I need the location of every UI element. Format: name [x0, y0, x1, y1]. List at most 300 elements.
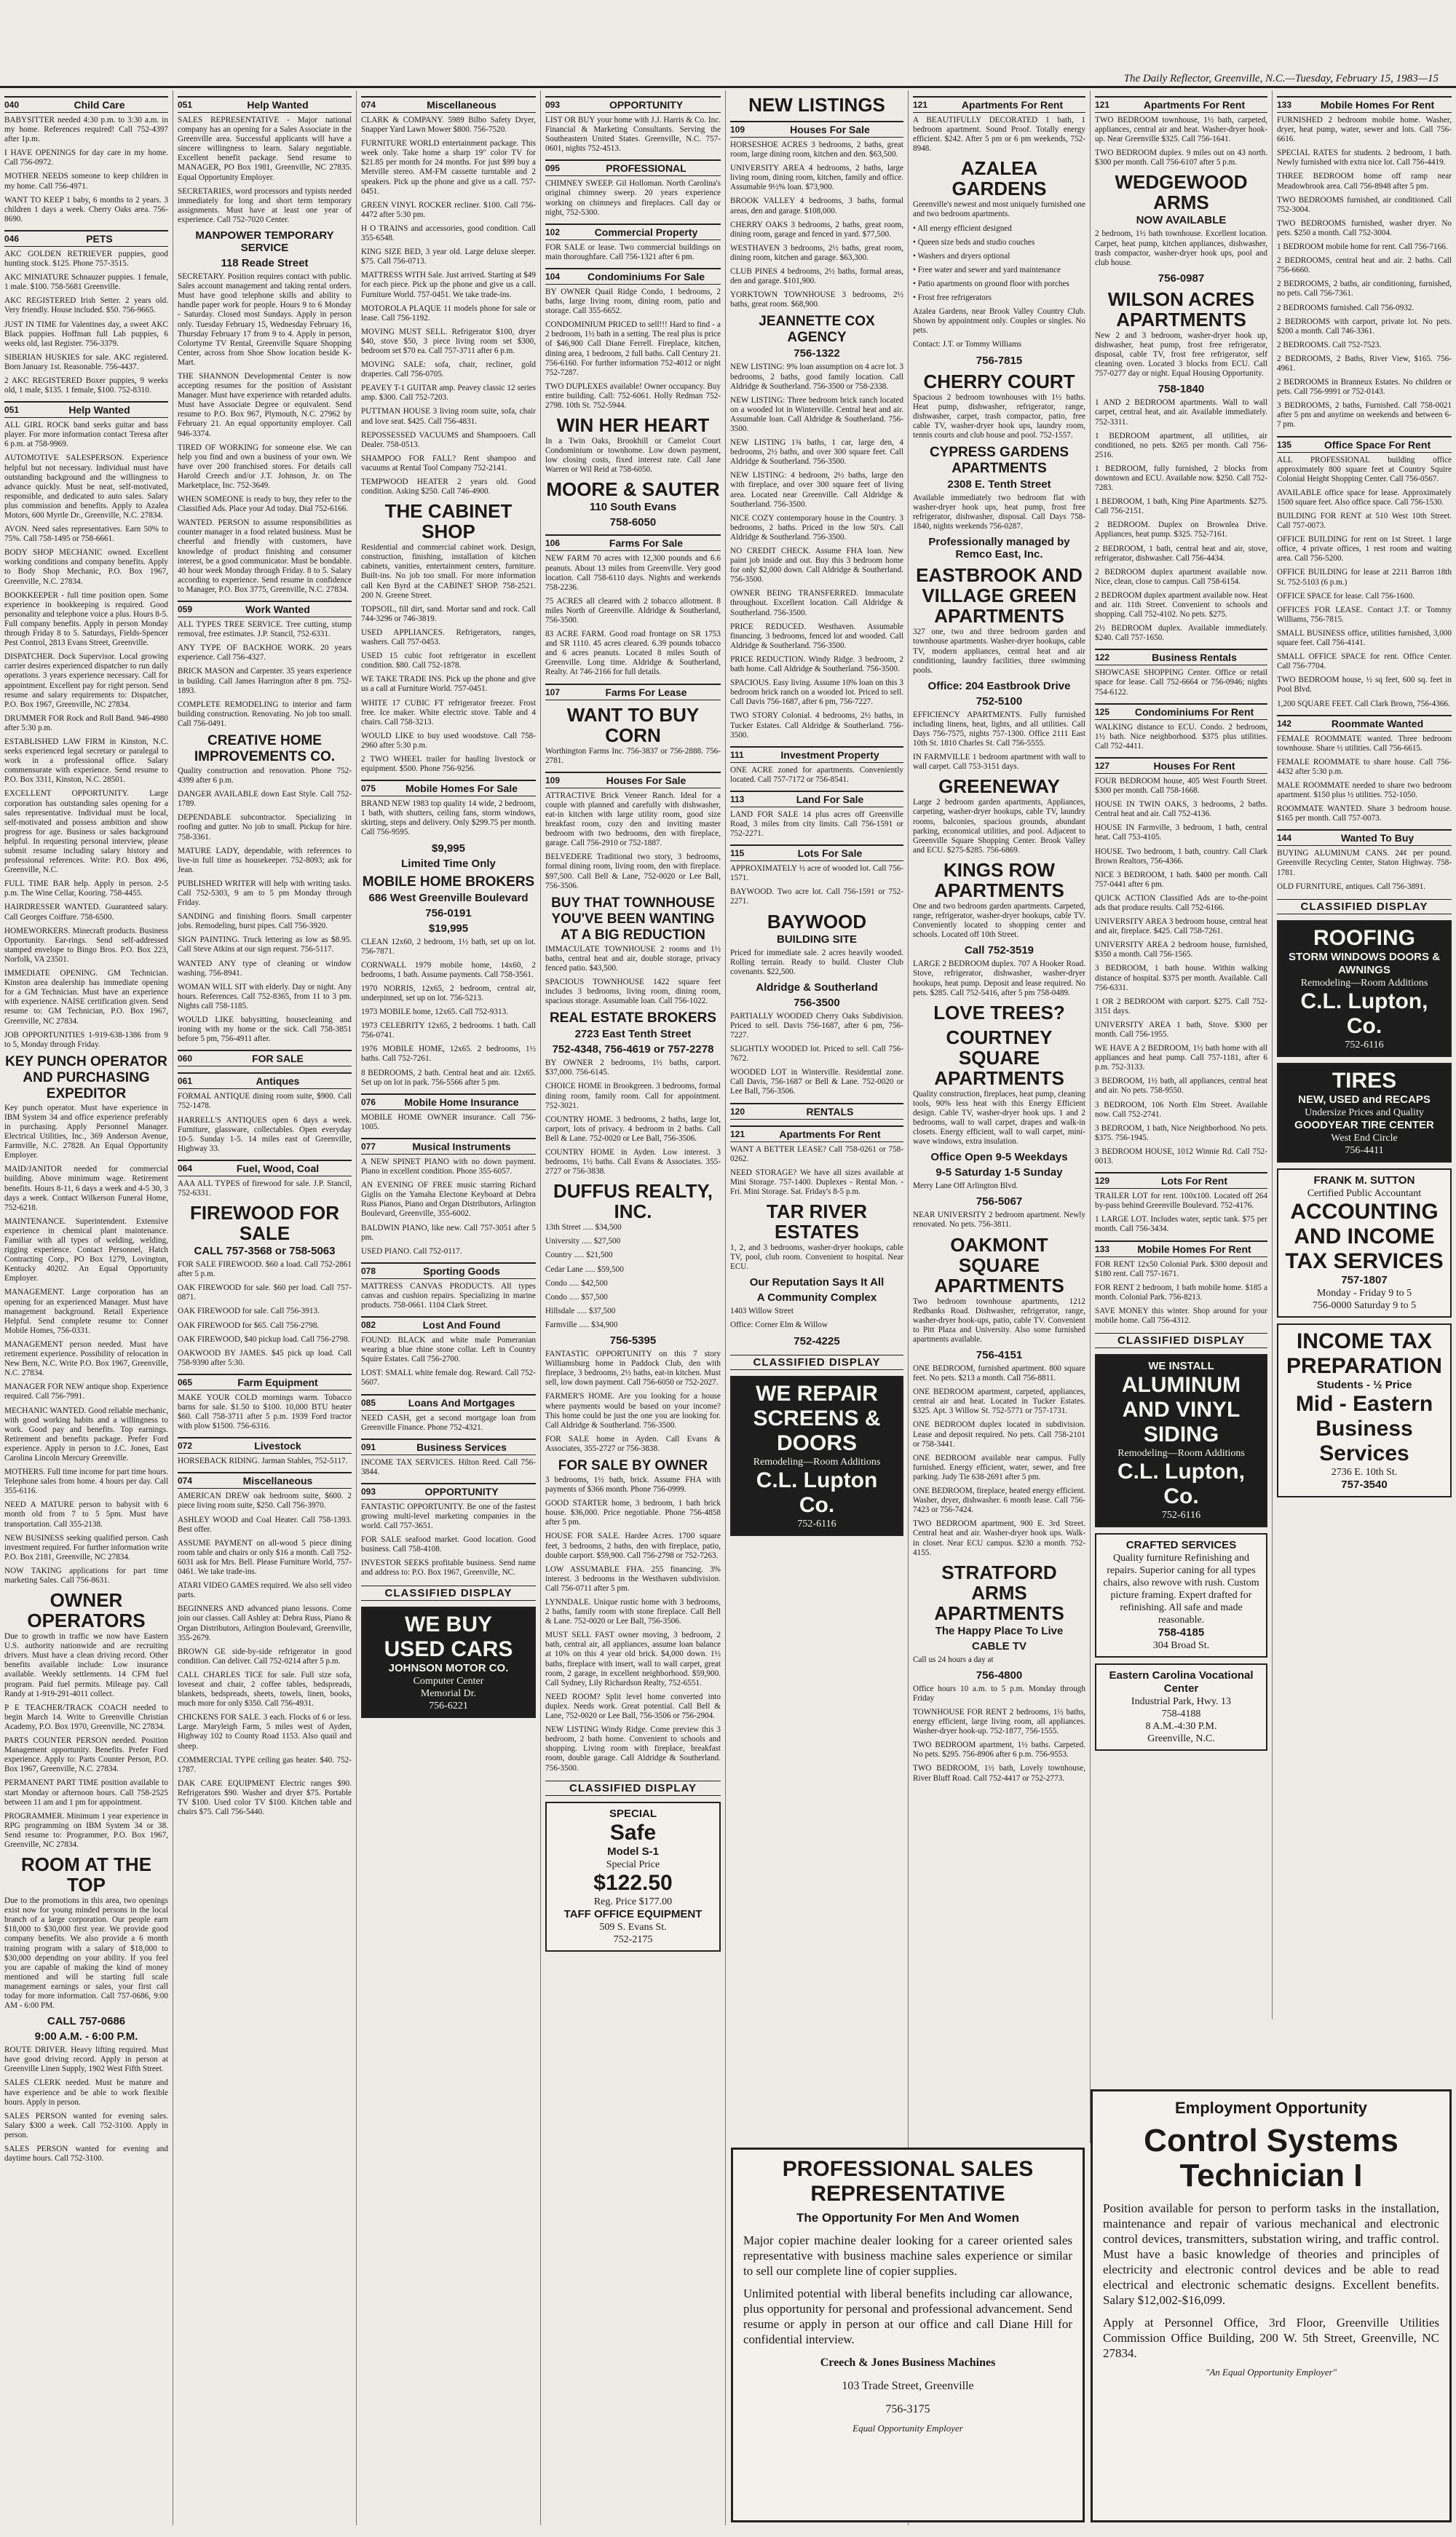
section-header — [178, 1050, 352, 1066]
display-box-line: 752-6116 — [1161, 1510, 1201, 1521]
classified-ad: SHOWCASE SHOPPING Center. Office or retail space for lease. Call 752-6664 or 756-0946; nights 754-6122. — [1095, 668, 1267, 697]
classified-ad: ESTABLISHED LAW FIRM in Kinston, N.C. seeks experienced legal secretary or paralegal to work in a professional office. Salary commensurate with experience. Send resume to P.O. Box 3311, Kinston, N.C. 28501. — [4, 737, 168, 785]
column-4 — [541, 90, 726, 2525]
classified-ad: 75 ACRES all cleared with 2 tobacco allotment. 8 miles North of Greenville. Aldridge & Southerland, 756-3500. — [545, 596, 721, 625]
display-ad-title: BUY THAT TOWNHOUSE YOU'VE BEEN WANTING AT A BIG REDUCTION — [551, 895, 715, 943]
classified-ad: FEMALE ROOMMATE wanted. Three bedroom townhouse. Share ½ utilities. Call 756-6615. — [1277, 734, 1452, 753]
control-systems-ad — [1091, 2089, 1452, 2522]
display-box-line: Safe — [609, 1820, 657, 1845]
classified-ad: KING SIZE BED, 3 year old. Large deluxe sleeper. $75. Call 756-0713. — [361, 248, 536, 266]
section-number: 046 — [4, 233, 20, 244]
display-box-line: Undersize Prices and Quality — [1305, 1107, 1424, 1118]
classified-ad: Due to the promotions in this area, two openings exist now for young minded persons in the local branch of a large corporation. Our people earn $18,000 to $30,000 first year. We provide good company benefits. We also provide a 6 month training program with a salary of $18,000 to $30,000 depending on your ability. If you feel you are capable of making the kind of money mentioned and will be starting full scale management earnings or sales, your first call today for more information. Call 757-0686, 9:00 AM - 6:00 PM. — [4, 1896, 168, 2011]
classified-ad: Condo ..... $42,500 — [545, 1278, 608, 1288]
display-ad-subtitle: 9-5 Saturday 1-5 Sunday — [935, 1166, 1063, 1179]
section-header — [730, 791, 903, 807]
classified-ad: NEW BUSINESS seeking qualified person. Cash investment required. For further information write P.O. Box 2181, Greenville, NC 27834. — [4, 1533, 168, 1562]
classified-ad: PERMANENT PART TIME position available to start Monday or afternoon hours. Call 758-2525 between 11 am and 1 pm for appointment. — [4, 1778, 168, 1807]
section-number: 144 — [1277, 833, 1292, 844]
classified-ad: TWO BEDROOMS furnished, washer dryer. No pets. $250 a month. Call 752-3004. — [1277, 218, 1452, 237]
classified-ad: Call us 24 hours a day at — [913, 1655, 994, 1664]
classified-ad: QUICK ACTION Classified Ads are to-the-point ads that produce results. Call 752-6166. — [1095, 893, 1267, 912]
section-title: Child Care — [74, 99, 125, 111]
classified-ad: CORNWALL 1979 mobile home, 14x60, 2 bedrooms, 1 bath. Assume payments. Call 758-3561. — [361, 960, 536, 979]
display-box-line: SCREENS & DOORS — [753, 1406, 881, 1455]
classified-ad: NO CREDIT CHECK. Assume FHA loan. New paint job inside and out. Buy this 3 bedroom home for only $2,000 down. Call Aldridge & Southerland. 756-3500. — [730, 547, 903, 585]
section-number: 077 — [361, 1141, 376, 1152]
section-header — [4, 96, 168, 113]
section-number: 093 — [361, 1486, 376, 1497]
classified-ad: NEED A MATURE person to babysit with 6 month old from 7 to 5 5pm. Must have transportation. Call 355-2138. — [4, 1500, 168, 1529]
classified-ad: ANY TYPE OF BACKHOE WORK. 20 years experience. Call 756-4327. — [178, 644, 352, 662]
display-ad-subtitle: 756-4800 — [976, 1669, 1023, 1682]
classified-ad: UNIVERSITY AREA 2 bedroom house, furnished, $350 a month. Call 756-1565. — [1095, 941, 1267, 959]
section-header — [1277, 436, 1452, 453]
classified-ad: 3 BEDROOM, 1½ bath, all appliances, central heat and air. No pets. 758-9550. — [1095, 1077, 1267, 1096]
classified-ad: 2 BEDROOM duplex apartment available now. Nice, clean, close to campus. Call 758-6154. — [1095, 567, 1267, 586]
classified-ad: WANTED ANY type of cleaning or window washing. 756-8941. — [178, 959, 352, 978]
classified-ad: ONE BEDROOM, fireplace, heated energy efficient. Washer, dryer, dishwasher. 6 month lease. Call 756-7423 or 756-7424. — [913, 1487, 1085, 1515]
section-header — [178, 1437, 352, 1454]
display-ad-subtitle: CALL 757-3568 or 758-5063 — [194, 1245, 336, 1258]
classified-ad: 3 BEDROOM, 106 North Elm Street. Available now. Call 752-2741. — [1095, 1100, 1267, 1119]
display-ad-subtitle: Office: 204 Eastbrook Drive — [927, 679, 1071, 692]
classified-ad: DANGER AVAILABLE down East Style. Call 752-1789. — [178, 790, 352, 809]
classified-ad: 83 ACRE FARM. Good road frontage on SR 1753 and SR 1110. 45 acres cleared. 6.39 pounds tobacco and 6 acres peanuts. Located 8 miles South of Greenville. Long time. Aldridge & Southerland, Realty. At 746-2166 for full details. — [545, 630, 721, 677]
display-box-line: WE REPAIR — [756, 1381, 878, 1406]
classified-ad: THE SHANNON Developmental Center is now accepting resumes for the position of Assistant Manager. Must have experience with retarded adults. Must have Associate Degree or equivalent. Send resume to P.O. Box 967, Plymouth, N.C. 27962 by February 21. An equal opportunity employer. Call 946-3374. — [178, 371, 352, 438]
classified-ad: 327 one, two and three bedroom garden and townhouse apartments. Washer-dryer hookups, cable TV, modern appliances, central heat and air conditioning, laundry facilities, three swimming pools. — [913, 628, 1085, 675]
classified-display-label: CLASSIFIED DISPLAY — [730, 1355, 903, 1370]
section-header — [178, 1160, 352, 1176]
classified-ad: NEED ROOM? Split level home converted into duplex. Needs work. Great potential. Call Bell & Lane, 752-0020 or Lee Ball, 756-3506 or 756-2904. — [545, 1692, 721, 1721]
classified-ad: SECRETARIES, word processors and typists needed immediately for long and short term temporary assignments. Must have at least one year of experience. Call 752-7020 Center. — [178, 186, 352, 224]
classified-ad: WE HAVE A 2 BEDROOM, 1½ bath home with all appliances and heat pump. Call 757-1181, after 6 p.m. 752-3133. — [1095, 1044, 1267, 1072]
classified-ad: 3 BEDROOM HOUSE, 1012 Winnie Rd. Call 752-0013. — [1095, 1147, 1267, 1166]
classified-ad: PARTIALLY WOODED Cherry Oaks Subdivision. Priced to sell. Davis 756-1687, after 6 pm, 756-7227. — [730, 1011, 903, 1040]
display-ad-subtitle: 758-6050 — [609, 516, 657, 529]
classified-ad: MECHANIC WANTED. Good reliable mechanic, with good working habits and a willingness to work. Good pay and benefits. Top earnings. Retirement and benefits package. Prefer Ford experience. Apply in person to J.C. Jones, East Carolina Lincoln Mercury Greenville. — [4, 1406, 168, 1463]
display-ad-subtitle: NOW AVAILABLE — [1136, 214, 1227, 227]
display-ad-title: WEDGEWOOD ARMS — [1115, 171, 1248, 214]
classified-ad: Large 2 bedroom garden apartments, Appliances, carpeting, washer-dryer hookups, cable TV, laundry rooms, balconies, spacious grounds, abundant parking, economical utilities, and pool. Adjacent to Greenville Square Shopping Center. Brook Valley and ECU. $275-$285. 756-6869. — [913, 798, 1085, 855]
display-box-line: TIRES — [1332, 1068, 1397, 1093]
section-header — [1095, 96, 1267, 113]
section-title: Commercial Property — [594, 226, 698, 238]
display-ad-title: CREATIVE HOME IMPROVEMENTS CO. — [194, 732, 336, 764]
classified-ad: 1976 MOBILE HOME, 12x65. 2 bedrooms, 1½ baths. Call 752-7261. — [361, 1045, 536, 1064]
classified-ad: UNIVERSITY AREA 1 bath, Stove. $300 per month. Call 756-1955. — [1095, 1020, 1267, 1039]
classified-ad: 1 LARGE LOT. Includes water, septic tank. $75 per month. Call 756-3434. — [1095, 1215, 1267, 1234]
classified-ad: A BEAUTIFULLY DECORATED 1 bath, 1 bedroom apartment. Sound Proof. Totally energy efficient. $242. After 5 pm or 6 pm weekends, 752-8948. — [913, 116, 1085, 154]
display-box-line: Remodeling—Room Additions — [753, 1456, 881, 1468]
display-ad-title: LOVE TREES? — [933, 1001, 1065, 1024]
section-header — [545, 534, 721, 551]
display-ad-subtitle: A Community Complex — [756, 1291, 877, 1305]
classified-ad: ONE ACRE zoned for apartments. Conveniently located. Call 757-7172 or 756-8541. — [730, 765, 903, 784]
classified-ad: PARTS COUNTER PERSON needed. Position Management opportunity. Benefits. Prefer Ford experience. Apply to: Parts Counter Person, P.O. Box 1967, Greenville, N.C. 27834. — [4, 1736, 168, 1774]
classified-ad: FOR RENT 12x50 Colonial Park. $300 deposit and $180 rent. Call 757-1671. — [1095, 1259, 1267, 1278]
section-header — [1095, 1240, 1267, 1257]
section-number: 061 — [178, 1076, 193, 1087]
professional-sales-company: Creech & Jones Business Machines — [820, 2356, 996, 2369]
section-header — [1277, 829, 1452, 846]
section-number: 122 — [1095, 652, 1110, 663]
classified-ad: MOBILE HOME OWNER insurance. Call 756-1005. — [361, 1112, 536, 1131]
classified-ad: 1970 NORRIS, 12x65, 2 bedroom, central air, underpinned, set up on lot. 756-5213. — [361, 983, 536, 1002]
classified-ad: 2½ BEDROOM duplex. Available immediately. $240. Call 757-1650. — [1095, 624, 1267, 643]
display-box-line: TAFF OFFICE EQUIPMENT — [563, 1907, 703, 1920]
classified-ad: 2 BEDROOMS. Call 752-7523. — [1277, 340, 1382, 349]
section-title: Livestock — [254, 1440, 301, 1452]
classified-ad: Residential and commercial cabinet work. Design, construction, finishing, installation of kitchen cabinets, vanities, entertainment centers, furniture. Built-ins. No job too small. For more information call Ken Byrd at the CABINET SHOP. 758-2521. 200 N. Greene Street. — [361, 543, 536, 600]
classified-ad: 2 bedroom, 1½ bath townhouse. Excellent location. Carpet, heat pump, kitchen appliances, dishwasher, trash compactor, washer-dryer hook ups, pool and club house. — [1095, 229, 1267, 267]
classified-ad: MOTOROLA PLAQUE 11 models phone for sale or lease. Call 756-1192. — [361, 304, 536, 322]
classified-ad: OWNER BEING TRANSFERRED. Immaculate throughout. Excellent location. Call Aldridge & Southerland. 756-3500. — [730, 589, 903, 617]
section-title: Office Space For Rent — [1324, 438, 1431, 451]
classified-ad: TRAILER LOT for rent. 100x100. Located off 264 by-pass behind Greenville Boulevard. 752-4176. — [1095, 1192, 1267, 1211]
display-box-line: INCOME TAX PREPARATION — [1286, 1329, 1442, 1378]
classified-ad: MAINTENANCE. Superintendent. Extensive experience in chemical plant maintenance. Familiar with all types of welding, welding, rigging experience. Contact Personnel, Hatch Contracting Corp., PO Box 1279, Lovington, Kentucky 40202. An Equal Opportunity Employer. — [4, 1216, 168, 1283]
classified-ad: YORKTOWN TOWNHOUSE 3 bedrooms, 2½ baths, great room. $68,900. — [730, 290, 903, 309]
screens-doors-ad — [730, 1376, 903, 1536]
classified-ad: HOUSE FOR SALE. Hardee Acres. 1700 square feet, 3 bedrooms, 2 baths, den with fireplace, patio, double carport. $59,900. Call 756-2798 or 752-7263. — [545, 1532, 721, 1560]
section-number: 111 — [730, 749, 744, 760]
classified-ad: FANTASTIC OPPORTUNITY on this 7 story Williamsburg home in Paddock Club, den with fireplace, 3 bedrooms, 2½ baths, eat-in kitchen. Must sell, low down payment. Call 756-6050 or 752-2027. — [545, 1350, 721, 1388]
section-number: 135 — [1277, 439, 1292, 450]
classified-ad: CONDOMINIUM PRICED to sell!!! Hard to find - a 2 bedroom, 1½ bath in a setting. The real plus is price of $46,900 Call Diane Ferrell. Fireplace, kitchen, dining area, 1 bedroom, 2 full baths. Call Century 21. 756-6160. For further information 752-4012 or night 752-7287. — [545, 320, 721, 377]
section-number: 120 — [730, 1106, 745, 1117]
classified-ad: FULL TIME BAR help. Apply in person. 2-5 p.m. The Wine Cellar, Kooring. 758-4455. — [4, 879, 168, 898]
section-number: 065 — [178, 1377, 193, 1388]
classified-ad: 1 BEDROOM apartment, all utilities, air conditioned, no pets. $265 per month. Call 756-2516. — [1095, 431, 1267, 459]
classified-ad: In a Twin Oaks, Brookhill or Camelot Court Condominium or townhome. Low down payment, low closing costs, fixed interest rate. Call Jane Warren or Wil Reid at 758-6050. — [545, 437, 721, 475]
classified-ad: AVAILABLE office space for lease. Approximately 1500 square feet. Also office space. Call 756-1530. — [1277, 488, 1452, 507]
section-number: 107 — [545, 686, 561, 697]
section-header — [545, 684, 721, 700]
display-ad-subtitle: 756-1322 — [794, 347, 840, 360]
classified-ad: Hillsdale ..... $37,500 — [545, 1306, 616, 1315]
classified-ad: University ..... $27,500 — [545, 1237, 621, 1246]
classified-ad: MANAGEMENT person needed. Must have retirement experience. Possibility of relocation in New Bern, N.C. Write P.O. Box 1967, Greenville, N.C. 27834. — [4, 1339, 168, 1378]
section-number: 074 — [178, 1476, 193, 1487]
section-title: Condominiums For Sale — [587, 270, 705, 282]
display-ad-subtitle: 686 West Greenville Boulevard — [368, 891, 529, 904]
classified-ad: OAK FIREWOOD, $40 pickup load. Call 756-2798. — [178, 1334, 350, 1344]
classified-ad: GOOD STARTER home, 3 bedroom, 1 bath brick house. $36,000. Price negotiable. Phone 756-4858 after 5 pm. — [545, 1499, 721, 1527]
classified-ad: 3 BEDROOM, 1 bath, Nice Neighborhood. No pets. $375. 756-1945. — [1095, 1123, 1267, 1142]
section-title: Loans And Mortgages — [408, 1396, 515, 1409]
classified-ad: BABYSITTER needed 4:30 p.m. to 3:30 a.m. in my home. References required! Call 752-4397 after 1p.m. — [4, 116, 168, 144]
classified-ad: USED 15 cubic foot refrigerator in excellent condition. $80. Call 752-1878. — [361, 652, 536, 670]
classified-ad: BAYWOOD. Two acre lot. Call 756-1591 or 752-2271. — [730, 887, 903, 906]
section-header — [545, 268, 721, 285]
classified-ad: WE TAKE TRADE INS. Pick up the phone and give us a call at Furniture World. 757-0451. — [361, 675, 536, 694]
display-box-line: C.L. Lupton Co. — [756, 1468, 878, 1517]
section-title: Business Services — [416, 1441, 507, 1453]
classified-ad: HAIRDRESSER WANTED. Guaranteed salary. Call Georges Coiffure. 758-6500. — [4, 903, 168, 922]
section-header — [361, 1138, 536, 1155]
classified-ad: SLIGHTLY WOODED lot. Priced to sell. Call 756-7672. — [730, 1045, 903, 1064]
display-ad-subtitle: Aldridge & Southerland — [756, 981, 878, 994]
classified-ad: TOWNHOUSE FOR RENT 2 bedrooms, 1½ baths, energy efficient, large living room, all appliances. Washer-dryer hook-up. 752-1877, 756-1555. — [913, 1707, 1085, 1736]
section-title: OPPORTUNITY — [424, 1485, 499, 1497]
classified-ad: BROOK VALLEY 4 bedrooms, 3 baths, formal areas, den and garage. $108,000. — [730, 197, 903, 215]
section-number: 121 — [730, 1128, 745, 1139]
classified-ad: • Free water and sewer and yard maintenance — [913, 265, 1061, 274]
display-box-line: 752-6116 — [1345, 1039, 1384, 1050]
control-kicker: Employment Opportunity — [1175, 2099, 1367, 2117]
display-box-line: Eastern Carolina Vocational Center — [1109, 1669, 1254, 1695]
section-title: Mobile Homes For Sale — [405, 783, 518, 795]
classified-ad: COMMERCIAL TYPE ceiling gas heater. $40. 752-1787. — [178, 1755, 352, 1774]
section-title: Apartments For Rent — [1143, 99, 1246, 111]
classified-ad: AMERICAN DREW oak bedroom suite, $600. 2 piece living room suite, $250. Call 756-3970. — [178, 1492, 352, 1511]
classified-ad: AKC REGISTERED Irish Setter. 2 years old. Very friendly. House included. $50. 756-9665. — [4, 296, 168, 315]
classified-ad: • Frost free refrigerators — [913, 293, 992, 303]
display-ad-subtitle: $19,995 — [428, 922, 469, 935]
section-number: 051 — [4, 405, 20, 416]
classified-ad: ATTRACTIVE Brick Veneer Ranch. Ideal for a couple with planned and carefully with dishwasher, eat-in kitchen with large utility room, good size breakfast room, cozy den and inviting master bedroom with two bedrooms, den with fireplace, garage. Call 756-2910 or 752-1887. — [545, 791, 721, 848]
classified-ad: PRICE REDUCED. Westhaven. Assumable financing. 3 bedrooms, fenced lot and wooded. Call Aldridge & Southerland. 756-3500. — [730, 622, 903, 650]
professional-sales-sub: The Opportunity For Men And Women — [796, 2211, 1019, 2225]
display-ad-title: NEW LISTINGS — [748, 94, 885, 116]
professional-sales-ad — [731, 2148, 1085, 2522]
classified-ad: 1973 CELEBRITY 12x65, 2 bedrooms. 1 bath. Call 756-0741. — [361, 1021, 536, 1040]
display-box-line: 757-1807 — [1341, 1273, 1388, 1286]
classified-ad: DISPATCHER. Dock Supervisor. Local growing carrier desires experienced dispatcher to run daily operations. 3 years experience necessary. Call for appointment. Excellent pay for right person. Send resume and salary requirements to: Dispatcher, P.O. Box 1967, Greenville, NC 27834. — [4, 652, 168, 709]
classified-ad: THREE BEDROOM home off ramp near Meadowbrook area. Call 756-8948 after 5 pm. — [1277, 172, 1452, 191]
column-3 — [357, 90, 541, 2525]
classified-ad: HOUSE. Two bedroom, 1 bath, country. Call Clark Brown Realtors, 756-4366. — [1095, 847, 1267, 866]
classified-ad: AKC MINIATURE Schnauzer puppies. 1 female, 1 male. $100. 758-5681 Greenville. — [4, 273, 168, 292]
section-header — [1095, 757, 1267, 774]
classified-ad: OAK FIREWOOD for sale. Call 756-3913. — [178, 1307, 320, 1316]
classified-ad: ONE BEDROOM, furnished apartment. 800 square feet. No pets. $213 a month. Call 756-8811. — [913, 1364, 1085, 1383]
classified-ad: JUST IN TIME for Valentines day, a sweet AKC Black puppies. Hoffman full Lab puppies, 6 weeks old, last Register. 756-3379. — [4, 320, 168, 348]
section-title: Farms For Sale — [609, 537, 684, 550]
classified-ad: LOST: SMALL white female dog. Reward. Call 752-5607. — [361, 1369, 536, 1388]
classified-ad: ROOMMATE WANTED. Share 3 bedroom house. $165 per month. Call 757-0073. — [1277, 804, 1452, 823]
classified-ad: ALL PROFESSIONAL building office approximately 800 square feet at Country Squire Colonial Height Shopping Center. Call 756-0567. — [1277, 455, 1452, 483]
section-number: 082 — [361, 1320, 376, 1331]
aluminum-siding-ad — [1095, 1354, 1267, 1527]
section-header — [730, 1103, 903, 1120]
classified-ad: LOW ASSUMABLE FHA. 255 financing. 3% interest. 3 bedrooms in the Westhaven subdivision. Call 756-0711 after 5 pm. — [545, 1564, 721, 1593]
display-ad-title: FIREWOOD FOR SALE — [189, 1202, 340, 1245]
section-title: Roommate Wanted — [1331, 717, 1424, 729]
classified-ad: HOUSE IN Farmville, 3 bedroom, 1 bath, central heat. Call 753-4105. — [1095, 823, 1267, 842]
classified-ad: MALE ROOMMATE needed to share two bedroom apartment. $150 plus ½ utilities. 752-1050. — [1277, 780, 1452, 800]
classified-ad: MANAGER FOR NEW antique shop. Experience required. Call 756-7991. — [4, 1382, 168, 1401]
classified-ad: MAID/JANITOR needed for commercial building. Above minimum wage. Retirement benefits. Hours 8-11, 6 days a week and 4-5 30, 3 days a week. Contact Wilkerson Funeral Home, 752-6218. — [4, 1165, 168, 1212]
classified-ad: FOR RENT 2 bedroom, 1 bath mobile home. $185 a month. Colonial Park. 756-8213. — [1095, 1283, 1267, 1302]
display-ad-title: OAKMONT SQUARE APARTMENTS — [934, 1233, 1064, 1297]
display-box-line: 2736 E. 10th St. — [1331, 1466, 1398, 1478]
display-ad-subtitle: 752-4225 — [794, 1334, 840, 1347]
classified-ad: AN EVENING OF FREE music starring Richard Giglis on the Yamaha Electone Keyboard at Debra Russ Pianos, Piano and Organ Distributors, Arlington Boulevard, Greenville, 355-6002. — [361, 1181, 536, 1219]
display-box-line: 304 Broad St. — [1152, 1640, 1210, 1652]
section-number: 091 — [361, 1441, 376, 1452]
classified-ad: AKC GOLDEN RETRIEVER puppies, good hunting stock. $125. Phone 757-3515. — [4, 249, 168, 269]
professional-sales-eoe: Equal Opportunity Employer — [852, 2423, 963, 2434]
display-box-line: 752-6116 — [797, 1518, 836, 1529]
classified-ad: BROWN GE side-by-side refrigerator in good condition. Can deliver. Call 752-0214 after 5 p.m. — [178, 1647, 352, 1666]
classified-ad: WANT TO KEEP 1 baby, 6 months to 2 years. 3 children 1 days a week. Cherry Oaks area. 756-8690. — [4, 195, 168, 223]
classified-ad: TIRED OF WORKING for someone else. We can help you find and own a business of your own. We have over 200 franchised stores. For details call Harold Creech and/or J.T. Johnson, Jr. on The Marketplace, Inc. 752-3649. — [178, 443, 352, 490]
classified-ad: SAVE MONEY this winter. Shop around for your mobile home. Call 756-4312. — [1095, 1306, 1267, 1325]
classified-ad: FOR SALE FIREWOOD. $60 a load. Call 752-2861 after 5 p.m. — [178, 1260, 352, 1279]
classified-ad: OAK FIREWOOD for sale. $60 per load. Call 757-0871. — [178, 1283, 352, 1302]
section-number: 113 — [730, 793, 745, 804]
classified-ad: 2 BEDROOMS, 2 Baths, River View, $165. 756-4961. — [1277, 354, 1452, 373]
display-ad-subtitle: The Happy Place To Live — [935, 1624, 1064, 1637]
section-title: Work Wanted — [245, 603, 310, 616]
display-ad-subtitle: 752-5100 — [976, 694, 1023, 708]
display-ad-subtitle: Call 752-3519 — [964, 944, 1034, 957]
display-ad-subtitle: Professionally managed by Remco East, Inc. — [928, 536, 1070, 561]
classified-ad: TWO BEDROOM apartment, 900 E. 3rd Street. Central heat and air. Washer-dryer hook ups. Walk-in closet. Near ECU campus. $230 a month. 752-4155. — [913, 1519, 1085, 1557]
section-title: Miscellaneous — [242, 1475, 313, 1487]
classified-ad: 2 AKC REGISTERED Boxer puppies, 9 weeks old, 1 male, $135. 1 female, $100. 752-8310. — [4, 376, 168, 395]
section-title: Wanted To Buy — [1340, 832, 1415, 844]
classified-ad: NEW LISTING 1¾ baths, 1 car, large den, 4 bedrooms, 2½ baths, and over 300 square feet. Call Aldridge & Southerland. 756-3500. — [730, 438, 903, 467]
classified-ad: TWO BEDROOM duplex. 9 miles out on 43 north. $300 per month. Call 756-6107 after 5 p.m. — [1095, 149, 1267, 167]
section-number: 064 — [178, 1163, 193, 1173]
page-line: The Daily Reflector, Greenville, N.C.—Tuesday, February 15, 1983—15 — [1123, 73, 1439, 84]
classified-ad: INVESTOR SEEKS profitable business. Send name and address to: P.O. Box 1967, Greenville, NC. — [361, 1559, 536, 1578]
classified-ad: ONE BEDROOM duplex located in subdivision. Lease and deposit required. No pets. Call 758-2101 or 758-3441. — [913, 1420, 1085, 1449]
classified-ad: FEMALE ROOMMATE to share house. Call 756-4432 after 5:30 p.m. — [1277, 757, 1452, 776]
classified-ad: Key punch operator. Must have experience in IBM System 34 and office experience preferably in purchasing. Apply Personnel Manager. Electrical Utilities, Inc., 369 Anderson Avenue, Farmville, N.C. 27828. An Equal Opportunity Employer. — [4, 1103, 168, 1160]
section-number: 121 — [1095, 100, 1110, 110]
display-ad-title: KEY PUNCH OPERATOR AND PURCHASING EXPEDITOR — [5, 1053, 167, 1101]
section-title: Musical Instruments — [412, 1140, 511, 1152]
control-title-1: Control Systems — [1144, 2123, 1398, 2158]
classified-ad: TWO BEDROOM townhouse, 1½ bath, carpeted, appliances, central air and heat. Washer-dryer hook-up. Near Greenville $325. Call 756-1641. — [1095, 116, 1267, 144]
display-ad-subtitle: 756-5395 — [609, 1334, 657, 1347]
classified-ad: 1, 2, and 3 bedrooms, washer-dryer hookups, cable TV, pool, club room. Convenient to hospital. Near ECU. — [730, 1243, 903, 1272]
section-title: Mobile Homes For Rent — [1137, 1243, 1251, 1255]
classified-ad: SMALL BUSINESS office, utilities furnished, 3,000 square feet. Call 756-4141. — [1277, 628, 1452, 648]
section-header — [545, 772, 721, 788]
section-title: Apartments For Rent — [961, 99, 1064, 111]
display-box-line: CRAFTED SERVICES — [1125, 1539, 1237, 1552]
classified-ad: MOVING MUST SELL. Refrigerator $100, dryer $40, stove $50, 3 piece living room set $300, bedroom set $70 ea. Call 757-3711 after 6 p.m. — [361, 327, 536, 355]
classified-ad: OFFICE BUILDING for rent on 1st Street. 1 large office, 4 private offices, 1 rest room and waiting area. Call 756-5200. — [1277, 535, 1452, 563]
frank-sutton-ad — [1277, 1168, 1452, 1318]
display-ad-title: JEANNETTE COX AGENCY — [759, 314, 875, 346]
section-number: 075 — [361, 783, 376, 794]
income-tax-ad — [1277, 1323, 1452, 1497]
classified-ad: BUYING ALUMINUM CANS. 24¢ per pound. Greenville Recycling Center, Staton Highway. 758-1781. — [1277, 849, 1452, 877]
section-number: 104 — [545, 271, 561, 282]
section-title: Help Wanted — [68, 404, 130, 416]
classified-ad: FANTASTIC OPPORTUNITY. Be one of the fastest growing multi-level marketing companies in the world. Call 757-3651. — [361, 1502, 536, 1531]
classified-ad: BALDWIN PIANO, like new. Call 757-3051 after 5 pm. — [361, 1223, 536, 1242]
classified-ad: TWO BEDROOM, 1½ bath, Lovely townhouse, River Bluff Road. Call 752-4417 or 752-2773. — [913, 1764, 1085, 1783]
section-number: 106 — [545, 538, 561, 549]
section-header — [361, 96, 536, 113]
section-number: 095 — [545, 163, 561, 174]
classified-ad: LARGE 2 BEDROOM duplex. 707 A Hooker Road. Stove, refrigerator, dishwasher, washer-dryer hookups, heat pump. Deposit and lease required. No pets. $285. Call 752-5416, after 5 pm 758-0489. — [913, 959, 1085, 997]
display-box-line: Model S-1 — [607, 1845, 659, 1858]
classified-ad: 2 BEDROOMS, 2 baths, air conditioning, furnished, no pets. Call 756-7361. — [1277, 280, 1452, 298]
classified-ad: ALL TYPES TREE SERVICE. Tree cutting, stump removal, free estimates. J.P. Stancil, 752-6331. — [178, 620, 352, 639]
classified-ad: PRICE REDUCTION. Windy Ridge. 3 bedroom, 2 bath home. Call Aldridge & Southerland. 756-3500. — [730, 654, 903, 674]
classified-ad: 1 AND 2 BEDROOM apartments. Wall to wall carpet, central heat, and air. Available immediately. 752-3311. — [1095, 398, 1267, 427]
display-box-line: Industrial Park, Hwy. 13 — [1131, 1696, 1232, 1708]
section-title: PETS — [86, 232, 113, 245]
classified-ad: OLD FURNITURE, antiques. Call 756-3891. — [1277, 882, 1426, 891]
section-title: Apartments For Rent — [779, 1128, 881, 1140]
display-ad-subtitle: Office Open 9-5 Weekdays — [930, 1151, 1068, 1164]
display-ad-title: DUFFUS REALTY, INC. — [553, 1180, 713, 1223]
display-ad-subtitle: BUILDING SITE — [776, 933, 857, 946]
display-ad-title: WIN HER HEART — [556, 414, 710, 437]
classified-ad: 1 BEDROOM, fully furnished, 2 blocks from downtown and ECU. Available now. $250. Call 752-7283. — [1095, 464, 1267, 493]
display-box-line: Quality furniture Refinishing and repairs. Superior caning for all types chairs, also rewove with rush. Custom picture framing. Expert drafted for refinishing. All safe and made reasonable. — [1103, 1553, 1259, 1626]
display-ad-title: ROOM AT THE TOP — [20, 1853, 152, 1896]
section-number: 142 — [1277, 718, 1292, 729]
display-box-line: Remodeling—Room Additions — [1117, 1448, 1245, 1460]
display-box-line: STORM WINDOWS DOORS & AWNINGS — [1288, 950, 1441, 976]
classified-ad: FOUR BEDROOM house, 405 West Fourth Street. $300 per month. Call 758-1668. — [1095, 776, 1267, 796]
classified-ad: FARMER'S HOME. Are you looking for a house where payments would be based on your income? This home could be just the one you are looking for. Call Aldridge & Southerland. 756-3500. — [545, 1392, 721, 1430]
section-title: Fuel, Wood, Coal — [236, 1162, 320, 1174]
display-box-line: USED CARS — [384, 1636, 513, 1661]
display-box-line: 758-4185 — [1158, 1626, 1205, 1639]
section-number: 059 — [178, 604, 193, 615]
classified-ad: 1 OR 2 BEDROOM with carport. $275. Call 752-3151 days. — [1095, 997, 1267, 1016]
section-number: 109 — [730, 124, 745, 135]
display-box-line: Special Price — [606, 1859, 660, 1870]
display-box-line: Mid - Eastern Business Services — [1295, 1391, 1433, 1465]
eastern-carolina-ad — [1095, 1663, 1267, 1751]
classified-ad: SMALL OFFICE SPACE for rent. Office Center. Call 756-7704. — [1277, 652, 1452, 671]
display-box-line: West End Circle — [1331, 1132, 1398, 1144]
classified-ad: MUST SELL FAST owner moving, 3 bedroom, 2 bath, central air, all appliances, assume loan balance at 10% on this 4 year old brick. $4,000 down. 1½ baths, fireplace with insert, wall to wall carpet, great room, 2 garage, in excellent neighborhood. $59,900. Call Sydney, Lily Richardson Realty, 752-6551. — [545, 1631, 721, 1687]
display-ad-title: STRATFORD ARMS APARTMENTS — [934, 1561, 1064, 1624]
classified-ad: MAKE YOUR COLD mornings warm. Tobacco barns for sale. $1.50 to $100. 10,000 BTU heater $60. Call 758-3711 after 5 p.m. 1939 Ford tractor with plow $1500. 756-6316. — [178, 1393, 352, 1431]
classified-ad: Farmville ..... $34,900 — [545, 1320, 618, 1329]
display-box-line: Certified Public Accountant — [1307, 1187, 1422, 1199]
classified-ad: WALKING distance to ECU. Condo. 2 bedroom, 1½ bath. Nice neighborhood. $375 plus utilities. Call 752-4411. — [1095, 722, 1267, 751]
display-ad-title: TAR RIVER ESTATES — [766, 1200, 868, 1243]
display-ad-subtitle: 110 South Evans — [589, 501, 677, 514]
section-header — [1095, 703, 1267, 720]
professional-sales-body-2: Unlimited potential with liberal benefits including car allowance, plus opportunity for personal and professional advancement. Send resume or apply in person at our office and call Diane Hill for confidential interview. — [743, 2287, 1072, 2346]
classified-ad: 1403 Willow Street — [730, 1307, 794, 1316]
display-box-line: $122.50 — [593, 1870, 673, 1895]
classified-ad: 2 BEDROOMS in Branneux Estates. No children or pets. Call 756-9991 or 752-0143. — [1277, 378, 1452, 397]
classified-ad: BELVEDERE Traditional two story, 3 bedrooms, formal dining room, living room, den with fireplace. $97,500. Call Bell & Lane, 752-0020 or Lee Ball, 756-3506. — [545, 852, 721, 890]
display-box-line: WE INSTALL — [1148, 1360, 1214, 1373]
classified-ad: BOOKKEEPER - full time position open. Some experience in bookkeeping is required. Good personality and telephone voice a plus. Hours 8-5. Full company benefits. Apply in person Monday through Friday 8 to 5. Saturdays, Fields-Spencer Pest Control, 2813 Evans Street, Greenville. — [4, 590, 168, 648]
crafted-services-ad — [1095, 1533, 1267, 1658]
classified-ad: 2 BEDROOM, 1 bath, central heat and air, stove, refrigerator, dishwasher. Call 756-4434. — [1095, 544, 1267, 563]
classified-ad: SIGN PAINTING. Truck lettering as low as $8.95. Call Steve Atkins at our sign request. 756-5117. — [178, 935, 352, 954]
classified-ad: 3 BEDROOMS, 2 baths, Furnished. Call 758-0021 after 5 pm and anytime on weekends and between 6-7 pm. — [1277, 401, 1452, 430]
classified-ad: REPOSSESSED VACUUMS and Shampooers. Call Dealer. 758-0513. — [361, 430, 536, 449]
display-box-line: ALUMINUM AND VINYL SIDING — [1121, 1373, 1241, 1447]
classified-ad: WANTED. PERSON to assume responsibilities as counter manager in a food related business. Must be cheerful and friendly with customers, have knowledge of product finishing and consumer interest, be a good communicator. Must be bondable. 40 hour week Monday through Friday. 8 to 5. Salary according to experience. Send resume in confidence to Manager, P.O. Box 3775, Greenville, N.C. 27834. — [178, 518, 352, 594]
tires-ad — [1277, 1063, 1452, 1163]
classified-ad: ROUTE DRIVER. Heavy lifting required. Must have good driving record. Apply in person at Greenville Linen Supply, 1902 West Fifth Street. — [4, 2046, 168, 2074]
section-title: Lots For Sale — [797, 847, 863, 860]
classified-ad: COMPLETE REMODELING to interior and farm building construction. Renovating. No job too small. Call 756-0491. — [178, 700, 352, 728]
classified-display-label: CLASSIFIED DISPLAY — [1277, 899, 1452, 914]
